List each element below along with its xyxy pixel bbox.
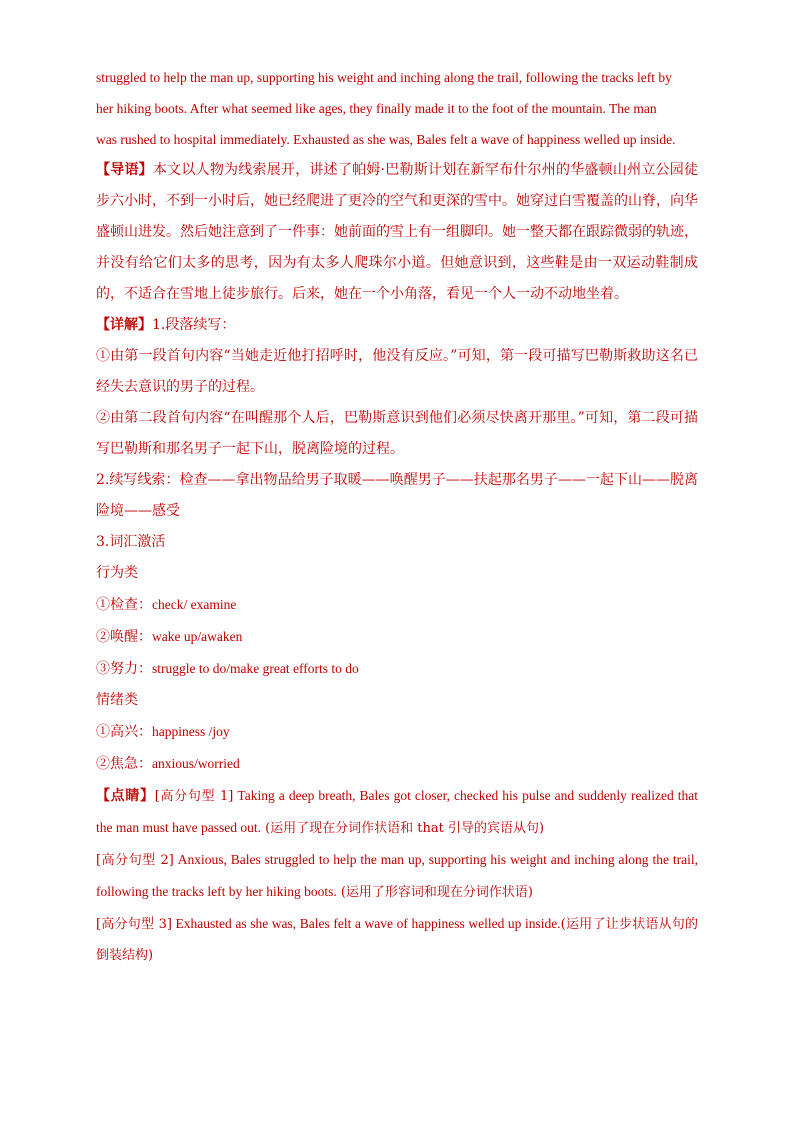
highlight-tag: 【点睛】: [96, 788, 155, 804]
sentence-3-note: (运用了让步状语从句的倒装结构): [96, 917, 698, 963]
detail-heading-line: [96, 310, 698, 341]
behavior-item-1: [96, 589, 698, 621]
highlight-sentence-3: [96, 908, 698, 971]
sentence-1-text: Taking a deep breath, Bales got closer, checked his pulse and suddenly realized that the man must have passed out.: [96, 788, 699, 835]
behavior-item-2-cn: ②唤醒：: [96, 629, 152, 645]
highlight-sentence-2: [96, 844, 698, 908]
emotion-item-2-en: anxious/worried: [152, 756, 240, 771]
emotion-item-2: [96, 748, 698, 780]
behavior-item-3: [96, 653, 698, 685]
emotion-item-1-cn: ①高兴：: [96, 724, 152, 740]
emotion-heading: 情绪类: [96, 692, 138, 708]
emotion-item-1: [96, 716, 698, 748]
guide-tag: 【导语】: [96, 162, 153, 178]
sentence-1-label: [高分句型 1]: [154, 789, 234, 804]
highlight-sentence-1: [96, 780, 698, 844]
guide-paragraph: [96, 155, 698, 310]
sentence-2-text: Anxious, Bales struggled to help the man up, supporting his weight and inching along the trail, following the tracks left by her hiking boots.: [96, 852, 698, 899]
guide-text: 本文以人物为线索展开，讲述了帕姆·巴勒斯计划在新罕布什尔州的华盛顿山州立公园徒步六小时，不到一小时后，她已经爬进了更冷的空气和更深的雪中。她穿过白雪覆盖的山脊，向华盛顿山进发。然后她注意到了一件事：她前面的雪上有一组脚印。她一整天都在跟踪微弱的轨迹，并没有给它们太多的思考，因为有太多人爬珠尔小道。但她意识到，这些鞋是由一双运动鞋制成的，不适合在雪地上徒步旅行。后来，她在一个小角落，看见一个人一动不动地坐着。: [96, 162, 699, 302]
sentence-2-label: [高分句型 2]: [96, 853, 174, 868]
vocab-heading: 3.词汇激活: [96, 534, 166, 550]
sentence-3-text: Exhausted as she was, Bales felt a wave of happiness welled up inside.: [171, 916, 561, 931]
behavior-item-1-en: check/ examine: [152, 597, 237, 612]
detail-point-1: ①由第一段首句内容“当她走近他打招呼时，他没有反应。”可知，第一段可描写巴勒斯救助这名已经失去意识的男子的过程。: [96, 348, 698, 395]
sentence-3-label: [高分句型 3]: [96, 917, 172, 932]
story-line-1: struggled to help the man up, supporting his weight and inching along the trail, following the tracks left by: [96, 70, 672, 85]
detail-tag: 【详解】: [96, 317, 152, 333]
detail-heading: 1.段落续写：: [152, 317, 236, 333]
behavior-item-2-en: wake up/awaken: [152, 629, 243, 644]
detail-clue: 2.续写线索：检查——拿出物品给男子取暖——唤醒男子——扶起那名男子——一起下山——脱离险境——感受: [96, 472, 698, 519]
behavior-item-2: [96, 621, 698, 653]
sentence-2-note: (运用了形容词和现在分词作状语): [336, 885, 533, 900]
emotion-item-1-en: happiness /joy: [152, 724, 230, 739]
emotion-item-2-cn: ②焦急：: [96, 756, 152, 772]
behavior-item-1-cn: ①检查：: [96, 597, 152, 613]
sentence-1-note: (运用了现在分词作状语和 that 引导的宾语从句): [260, 821, 545, 836]
behavior-heading: 行为类: [96, 565, 138, 581]
behavior-item-3-en: struggle to do/make great efforts to do: [152, 661, 359, 676]
story-line-2: her hiking boots. After what seemed like ages, they finally made it to the foot of the mountain. The man: [96, 101, 657, 116]
behavior-item-3-cn: ③努力：: [96, 661, 152, 677]
story-line-3: was rushed to hospital immediately. Exhausted as she was, Bales felt a wave of happiness welled up inside.: [96, 132, 676, 147]
detail-point-2: ②由第二段首句内容“在叫醒那个人后，巴勒斯意识到他们必须尽快离开那里。”可知，第二段可描写巴勒斯和那名男子一起下山，脱离险境的过程。: [96, 410, 698, 457]
